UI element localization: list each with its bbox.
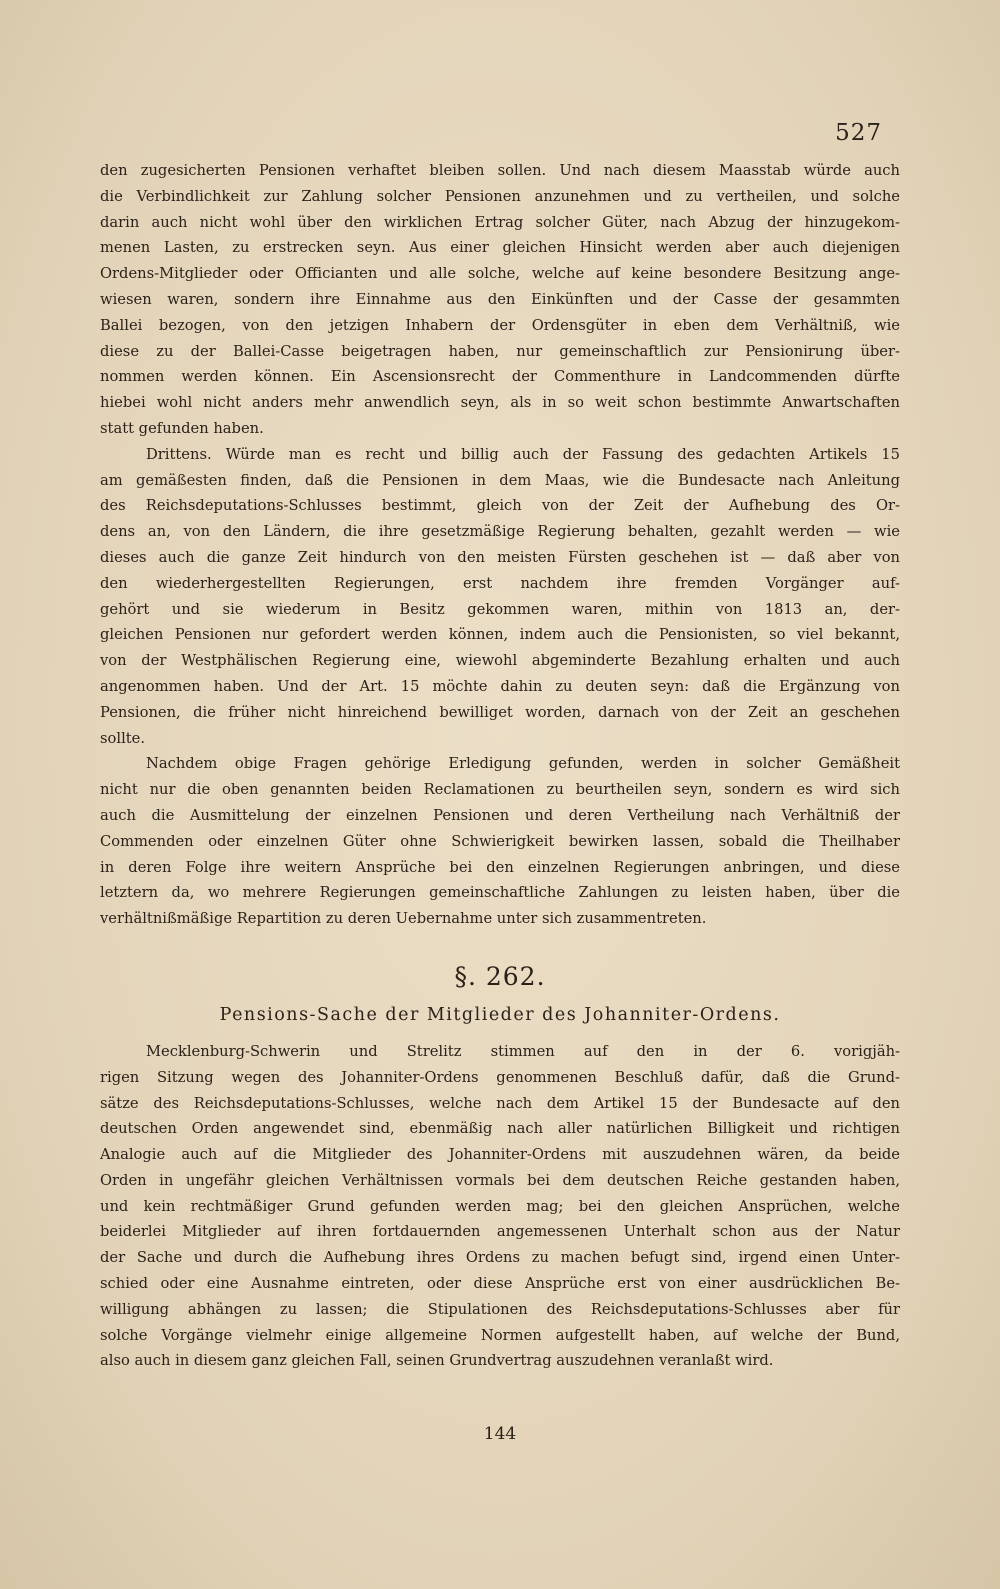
text-line: Commenden oder einzelnen Güter ohne Schwierigkeit bewirken lassen, sobald die Theilhaber [100, 832, 900, 850]
text-line: gleichen Pensionen nur gefordert werden können, indem auch die Pensionisten, so viel bekannt, [100, 626, 900, 644]
text-line: der Sache und durch die Aufhebung ihres Ordens zu machen befugt sind, irgend einen Unter- [100, 1249, 900, 1267]
text-line: verhältnißmäßige Repartition zu deren Uebernahme unter sich zusammentreten. [100, 910, 707, 928]
text-line: menen Lasten, zu erstrecken seyn. Aus einer gleichen Hinsicht werden aber auch diejenigen [100, 239, 900, 257]
text-line: angenommen haben. Und der Art. 15 möchte dahin zu deuten seyn: daß die Ergänzung von [100, 677, 900, 695]
text-line: hiebei wohl nicht anders mehr anwendlich seyn, als in so weit schon bestimmte Anwartschaften [100, 394, 900, 412]
section-number: §. 262. [454, 961, 546, 991]
paragraph-3 [100, 751, 900, 932]
text-line: darin auch nicht wohl über den wirklichen Ertrag solcher Güter, nach Abzug der hinzugekom- [100, 213, 900, 231]
text-line: also auch in diesem ganz gleichen Fall, seinen Grundvertrag auszudehnen veranlaßt wird. [100, 1352, 774, 1370]
page-number: 527 [835, 120, 882, 146]
text-line: Analogie auch auf die Mitglieder des Johanniter-Ordens mit auszudehnen wären, da beide [100, 1146, 900, 1164]
signature-mark: 144 [483, 1424, 517, 1444]
text-line: letztern da, wo mehrere Regierungen gemeinschaftliche Zahlungen zu leisten haben, über die [100, 884, 900, 902]
text-line: beiderlei Mitglieder auf ihren fortdauernden angemessenen Unterhalt schon aus der Natur [100, 1223, 900, 1241]
text-line: diese zu der Ballei-Casse beigetragen haben, nur gemeinschaftlich zur Pensionirung über- [100, 342, 900, 360]
text-line: am gemäßesten finden, daß die Pensionen in dem Maas, wie die Bundesacte nach Anleitung [100, 471, 900, 489]
text-line: von der Westphälischen Regierung eine, wiewohl abgeminderte Bezahlung erhalten und auch [100, 652, 900, 670]
text-line: sätze des Reichsdeputations-Schlusses, welche nach dem Artikel 15 der Bundesacte auf den [100, 1094, 900, 1112]
text-line: Drittens. Würde man es recht und billig auch der Fassung des gedachten Artikels 15 [146, 445, 900, 463]
text-line: den wiederhergestellten Regierungen, erst nachdem ihre fremden Vorgänger auf- [100, 574, 900, 592]
text-line: Nachdem obige Fragen gehörige Erledigung gefunden, werden in solcher Gemäßheit [146, 755, 900, 773]
text-line: dieses auch die ganze Zeit hindurch von den meisten Fürsten geschehen ist — daß aber von [100, 548, 900, 566]
text-line: sollte. [100, 729, 146, 747]
text-line: die Verbindlichkeit zur Zahlung solcher Pensionen anzunehmen und zu vertheilen, und solche [100, 187, 900, 205]
text-line: Ballei bezogen, von den jetzigen Inhabern der Ordensgüter in eben dem Verhältniß, wie [100, 316, 900, 334]
text-line: Ordens-Mitglieder oder Officianten und alle solche, welche auf keine besondere Besitzung ange- [100, 265, 900, 283]
text-line: den zugesicherten Pensionen verhaftet bleiben sollen. Und nach diesem Maasstab würde auch [100, 162, 900, 179]
text-line: dens an, von den Ländern, die ihre gesetzmäßige Regierung behalten, gezahlt werden — wie [100, 523, 900, 541]
text-line: wiesen waren, sondern ihre Einnahme aus den Einkünften und der Casse der gesammten [100, 290, 900, 308]
text-line: willigung abhängen zu lassen; die Stipulationen des Reichsdeputations-Schlusses aber für [100, 1300, 900, 1318]
text-line: und kein rechtmäßiger Grund gefunden werden mag; bei den gleichen Ansprüchen, welche [100, 1197, 900, 1215]
text-line: statt gefunden haben. [100, 419, 264, 437]
text-line: solche Vorgänge vielmehr einige allgemeine Normen aufgestellt haben, auf welche der Bund, [100, 1326, 900, 1344]
text-line: gehört und sie wiederum in Besitz gekommen waren, mithin von 1813 an, der- [100, 600, 900, 618]
text-line: auch die Ausmittelung der einzelnen Pensionen und deren Vertheilung nach Verhältniß der [100, 806, 900, 824]
text-line: nommen werden können. Ein Ascensionsrecht der Commenthure in Landcommenden dürfte [100, 368, 900, 386]
text-line: des Reichsdeputations-Schlusses bestimmt, gleich von der Zeit der Aufhebung des Or- [100, 497, 900, 515]
paragraph-4 [100, 1039, 900, 1374]
text-line: Mecklenburg-Schwerin und Strelitz stimmen auf den in der 6. vorigjäh- [146, 1042, 900, 1060]
text-line: nicht nur die oben genannten beiden Reclamationen zu beurtheilen seyn, sondern es wird sich [100, 781, 900, 799]
paragraph-2 [100, 442, 900, 752]
text-line: Orden in ungefähr gleichen Verhältnissen vormals bei dem deutschen Reiche gestanden haben, [100, 1171, 900, 1189]
section-heading: Pensions-Sache der Mitglieder des Johanniter-Ordens. [219, 1004, 781, 1025]
paragraph-1 [100, 158, 900, 442]
body-text [100, 158, 900, 1374]
text-line: Pensionen, die früher nicht hinreichend bewilliget worden, darnach von der Zeit an geschehen [100, 703, 900, 721]
text-line: deutschen Orden angewendet sind, ebenmäßig nach aller natürlichen Billigkeit und richtigen [100, 1120, 900, 1138]
text-line: rigen Sitzung wegen des Johanniter-Ordens genommenen Beschluß dafür, daß die Grund- [100, 1068, 900, 1086]
text-line: in deren Folge ihre weitern Ansprüche bei den einzelnen Regierungen anbringen, und diese [100, 858, 900, 876]
text-line: schied oder eine Ausnahme eintreten, oder diese Ansprüche erst von einer ausdrücklichen Be- [100, 1275, 900, 1293]
